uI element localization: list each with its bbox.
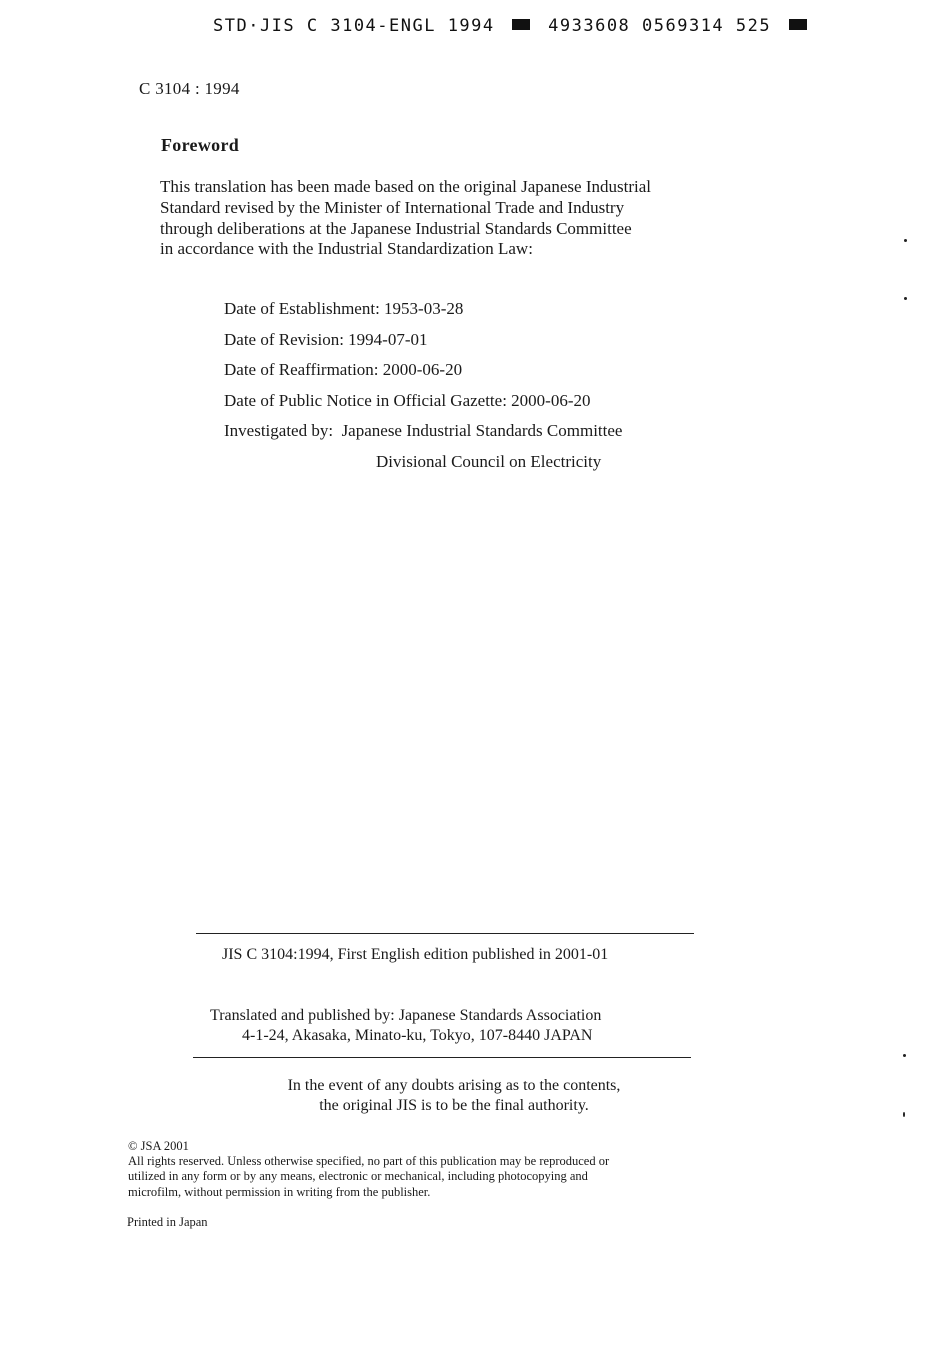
foreword-body <box>160 177 780 260</box>
standard-info-list <box>224 299 622 482</box>
edition-note: JIS C 3104:1994, First English edition published in 2001-01 <box>222 946 609 963</box>
date-of-public-notice: Date of Public Notice in Official Gazette: 2000-06-20 <box>224 390 591 410</box>
date-of-revision: Date of Revision: 1994-07-01 <box>224 329 428 349</box>
rights-line: utilized in any form or by any means, electronic or mechanical, including photocopying and <box>128 1169 588 1184</box>
foreword-line: through deliberations at the Japanese Industrial Standards Committee <box>160 218 632 238</box>
copyright-block <box>128 1139 758 1200</box>
header-right-code: 4933608 0569314 525 <box>548 16 772 36</box>
foreword-line: in accordance with the Industrial Standardization Law: <box>160 239 533 259</box>
authority-note <box>0 1076 908 1116</box>
foreword-line: Standard revised by the Minister of International Trade and Industry <box>160 197 625 217</box>
investigated-by <box>224 421 622 452</box>
authority-line: the original JIS is to be the final authority. <box>319 1097 589 1114</box>
scan-speck <box>904 239 907 242</box>
investigated-by-council: Divisional Council on Electricity <box>376 451 602 471</box>
publisher-address: 4-1-24, Akasaka, Minato-ku, Tokyo, 107-8440 JAPAN <box>242 1027 593 1044</box>
header-block-mark-end <box>789 19 807 30</box>
header-block-mark <box>512 19 530 30</box>
publisher-block <box>210 1006 601 1046</box>
scan-header <box>213 16 813 36</box>
scan-speck <box>903 1112 905 1117</box>
rights-line: All rights reserved. Unless otherwise specified, no part of this publication may be reproduced or <box>128 1154 610 1169</box>
divider <box>196 933 694 934</box>
header-left-code: STD·JIS C 3104-ENGL 1994 <box>213 16 495 36</box>
scan-speck <box>904 297 907 300</box>
date-of-establishment: Date of Establishment: 1953-03-28 <box>224 299 464 318</box>
investigated-by-label: Investigated by: <box>224 421 334 440</box>
scan-speck <box>903 1054 906 1057</box>
foreword-title: Foreword <box>161 135 240 155</box>
authority-line: In the event of any doubts arising as to the contents, <box>287 1077 621 1094</box>
investigated-by-committee: Japanese Industrial Standards Committee <box>341 421 623 440</box>
copyright-mark: © JSA 2001 <box>128 1139 189 1153</box>
foreword-line: This translation has been made based on the original Japanese Industrial <box>160 177 651 196</box>
standard-number: C 3104 : 1994 <box>139 79 240 98</box>
publisher-line: Translated and published by: Japanese Standards Association <box>210 1007 602 1024</box>
rights-line: microfilm, without permission in writing from the publisher. <box>128 1184 431 1199</box>
divider <box>193 1057 691 1058</box>
printed-in: Printed in Japan <box>127 1215 208 1229</box>
date-of-reaffirmation: Date of Reaffirmation: 2000-06-20 <box>224 360 463 379</box>
